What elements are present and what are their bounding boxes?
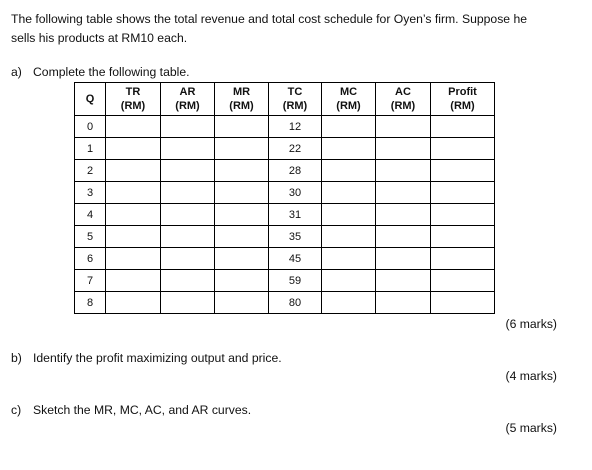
cell-q: 2 — [75, 160, 106, 182]
header-profit: Profit (RM) — [431, 83, 495, 116]
cell-profit — [431, 182, 495, 204]
cell-ar — [161, 204, 215, 226]
table-row — [75, 248, 495, 270]
cell-q: 3 — [75, 182, 106, 204]
cell-ac — [376, 138, 431, 160]
intro-line-1: The following table shows the total revenue and total cost schedule for Oyen’s firm. Suppose he — [11, 12, 528, 26]
cell-mr — [215, 160, 269, 182]
cell-tr — [106, 116, 161, 138]
cell-profit — [431, 292, 495, 314]
cell-ar — [161, 160, 215, 182]
header-tc: TC (RM) — [269, 83, 322, 116]
cell-tr — [106, 292, 161, 314]
cell-mc — [322, 270, 376, 292]
cell-mc — [322, 248, 376, 270]
question-b-text: Identify the profit maximizing output and price. — [33, 351, 282, 365]
cell-ac — [376, 292, 431, 314]
cell-mr — [215, 204, 269, 226]
schedule-table — [74, 82, 495, 314]
cell-tc: 30 — [269, 182, 322, 204]
cell-q: 4 — [75, 204, 106, 226]
cell-q: 0 — [75, 116, 106, 138]
table-row — [75, 204, 495, 226]
cell-ac — [376, 160, 431, 182]
cell-tc: 80 — [269, 292, 322, 314]
cell-mc — [322, 138, 376, 160]
question-b — [11, 351, 282, 365]
cell-tr — [106, 226, 161, 248]
cell-q: 8 — [75, 292, 106, 314]
cell-tr — [106, 160, 161, 182]
table-row — [75, 182, 495, 204]
header-mr: MR (RM) — [215, 83, 269, 116]
cell-ar — [161, 138, 215, 160]
table-row — [75, 160, 495, 182]
cell-tr — [106, 182, 161, 204]
cell-q: 5 — [75, 226, 106, 248]
question-c-marks: (5 marks) — [505, 421, 557, 435]
cell-ac — [376, 248, 431, 270]
cell-mr — [215, 270, 269, 292]
cell-tr — [106, 138, 161, 160]
cell-mr — [215, 116, 269, 138]
header-q: Q — [75, 83, 106, 116]
cell-ac — [376, 226, 431, 248]
question-a-marks: (6 marks) — [505, 317, 557, 331]
cell-q: 1 — [75, 138, 106, 160]
cell-mr — [215, 138, 269, 160]
cell-mc — [322, 116, 376, 138]
cell-mc — [322, 182, 376, 204]
cell-mc — [322, 160, 376, 182]
table-row — [75, 138, 495, 160]
cell-tr — [106, 248, 161, 270]
cell-profit — [431, 248, 495, 270]
question-a-letter: a) — [11, 65, 22, 79]
cell-tc: 12 — [269, 116, 322, 138]
cell-mc — [322, 204, 376, 226]
cell-ac — [376, 116, 431, 138]
cell-profit — [431, 160, 495, 182]
header-mc: MC (RM) — [322, 83, 376, 116]
cell-q: 6 — [75, 248, 106, 270]
cell-ac — [376, 270, 431, 292]
cell-mc — [322, 226, 376, 248]
cell-profit — [431, 138, 495, 160]
header-ar: AR (RM) — [161, 83, 215, 116]
cell-ac — [376, 204, 431, 226]
table-row — [75, 116, 495, 138]
cell-profit — [431, 270, 495, 292]
table-row — [75, 226, 495, 248]
cell-mr — [215, 248, 269, 270]
cell-ar — [161, 248, 215, 270]
cell-tc: 45 — [269, 248, 322, 270]
intro-paragraph — [11, 10, 571, 48]
table-row — [75, 270, 495, 292]
question-a — [11, 65, 190, 79]
question-c-letter: c) — [11, 403, 22, 417]
cell-tc: 59 — [269, 270, 322, 292]
cell-tc: 28 — [269, 160, 322, 182]
header-ac: AC (RM) — [376, 83, 431, 116]
cell-mr — [215, 226, 269, 248]
cell-ar — [161, 116, 215, 138]
header-tr: TR (RM) — [106, 83, 161, 116]
cell-profit — [431, 116, 495, 138]
cell-profit — [431, 226, 495, 248]
cell-mr — [215, 292, 269, 314]
cell-ar — [161, 292, 215, 314]
table-row — [75, 292, 495, 314]
cell-ar — [161, 226, 215, 248]
cell-q: 7 — [75, 270, 106, 292]
cell-profit — [431, 204, 495, 226]
question-b-letter: b) — [11, 351, 22, 365]
cell-tr — [106, 204, 161, 226]
question-c-text: Sketch the MR, MC, AC, and AR curves. — [33, 403, 252, 417]
cell-ar — [161, 182, 215, 204]
table-header-row — [75, 83, 495, 116]
question-c — [11, 403, 251, 417]
cell-mr — [215, 182, 269, 204]
cell-tr — [106, 270, 161, 292]
cell-tc: 31 — [269, 204, 322, 226]
cell-ar — [161, 270, 215, 292]
question-b-marks: (4 marks) — [505, 369, 557, 383]
cell-tc: 22 — [269, 138, 322, 160]
cell-tc: 35 — [269, 226, 322, 248]
cell-mc — [322, 292, 376, 314]
intro-line-2: sells his products at RM10 each. — [11, 31, 188, 45]
question-a-text: Complete the following table. — [33, 65, 190, 79]
cell-ac — [376, 182, 431, 204]
